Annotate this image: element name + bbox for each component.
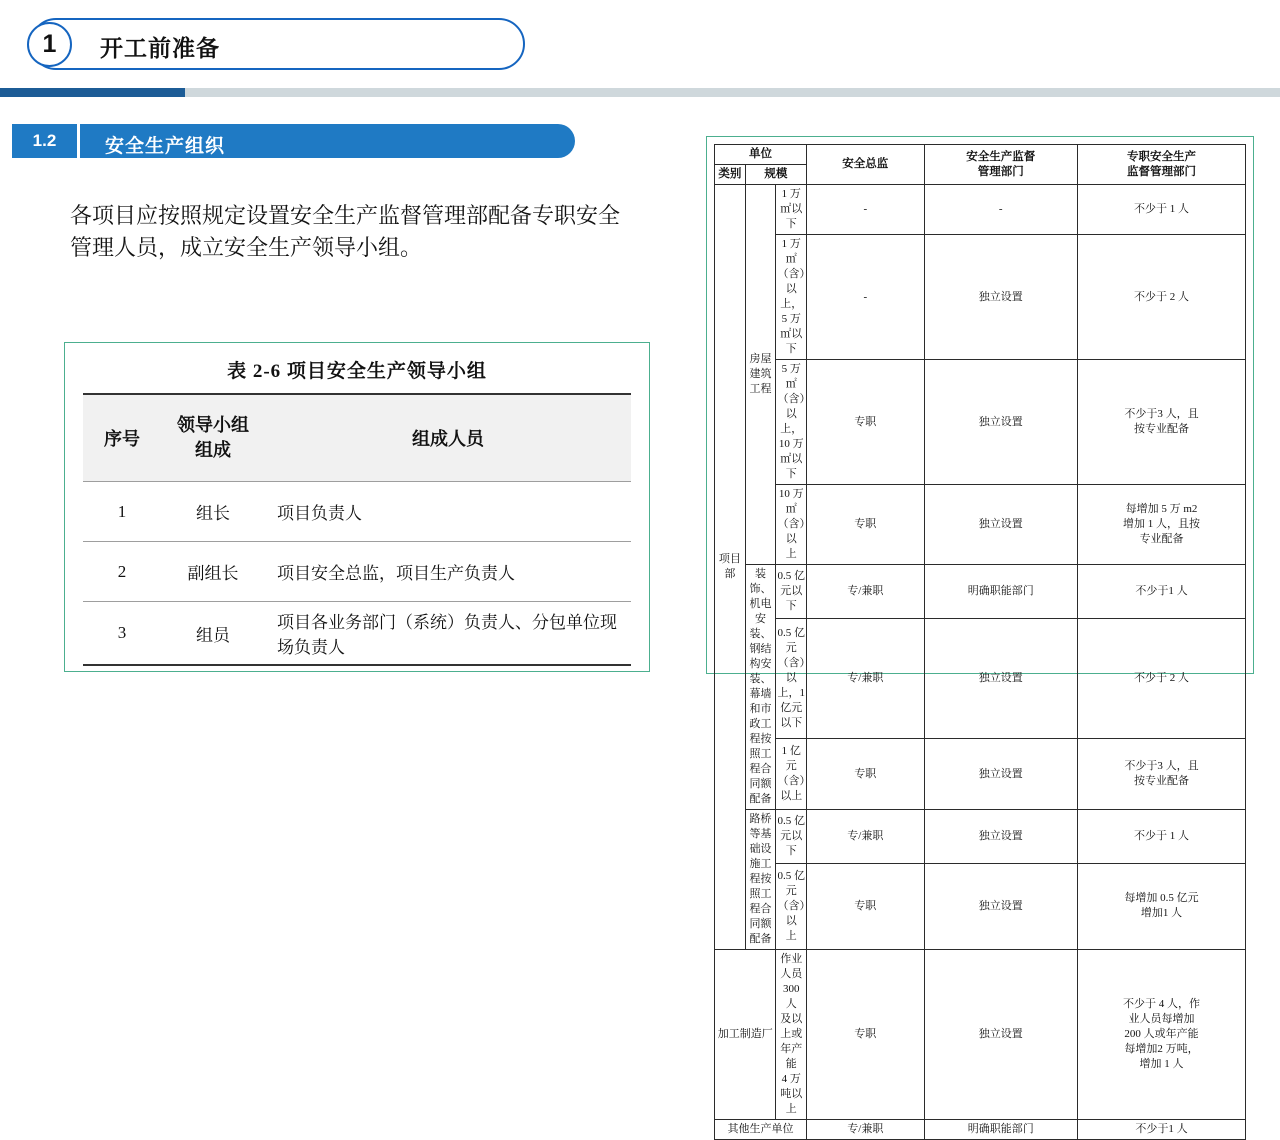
left-table-caption: 表 2-6 项目安全生产领导小组 — [227, 361, 487, 382]
column-header-full — [1078, 145, 1246, 185]
cell-chief: 专/兼职 — [807, 810, 924, 864]
column-header-unit: 单位 — [715, 145, 807, 165]
column-header-category: 类别 — [715, 165, 746, 185]
cell-dept: 独立设置 — [924, 235, 1078, 360]
cell-scale — [776, 950, 807, 1120]
column-header-seq: 序号 — [83, 394, 161, 482]
cell-full: 不少于1 人 — [1078, 1120, 1246, 1140]
cell-scale-line2: 上，1 亿元以下 — [777, 687, 805, 730]
table-row — [715, 1120, 1246, 1140]
column-header-chief: 安全总监 — [807, 145, 924, 185]
column-header-members: 组成人员 — [265, 394, 631, 482]
staffing-standard-table-container — [706, 136, 1254, 1135]
staffing-standard-table — [714, 144, 1246, 1140]
table-row — [715, 485, 1246, 565]
table-row — [83, 482, 631, 542]
cell-full-line5: 增加 1 人 — [1139, 1058, 1184, 1070]
cell-full: 不少于 1 人 — [1078, 185, 1246, 235]
cell-scale: 0.5 亿元以下 — [776, 810, 807, 864]
cell-scale-line1: 0.5 亿元（含）以 — [777, 627, 805, 685]
cell-full: 不少于 1 人 — [1078, 810, 1246, 864]
cell-scale-line1: 5 万㎡（含）以上， — [777, 363, 805, 435]
cell-subcategory-building — [745, 185, 776, 565]
column-header-dept — [924, 145, 1078, 185]
column-header-dept-line1: 安全生产监督 — [966, 150, 1036, 163]
table-row — [715, 185, 1246, 235]
cell-seq: 1 — [83, 482, 161, 542]
cell-scale-line1: 1 万㎡（含）以上， — [777, 238, 805, 310]
leadership-group-table — [83, 393, 631, 666]
cell-scale-line2: 上 — [785, 929, 797, 942]
cell-dept: 明确职能部门 — [924, 1120, 1078, 1140]
cell-scale — [776, 863, 807, 949]
cell-chief: - — [807, 185, 924, 235]
table-row — [715, 235, 1246, 360]
column-header-full-line2: 监督管理部门 — [1127, 165, 1196, 178]
section-title: 安全生产组织 — [105, 136, 226, 157]
cell-full-line1: 每增加 0.5 亿元 — [1124, 892, 1199, 905]
cell-full — [1078, 485, 1246, 565]
cell-chief: 专职 — [807, 950, 924, 1120]
cell-full — [1078, 739, 1246, 810]
table-header-row-1 — [715, 145, 1246, 165]
cell-scale-line2: 及以上或年产能 — [780, 1013, 803, 1070]
cell-scale — [776, 619, 807, 739]
cell-full-line4: 每增加2 万吨， — [1124, 1043, 1199, 1055]
cell-scale-line2: 上 — [785, 548, 797, 560]
header-divider-accent — [0, 88, 185, 97]
cell-full-line2: 增加 1 人，且按 — [1123, 518, 1200, 530]
leadership-group-table-container — [64, 342, 650, 672]
cell-dept: 独立设置 — [924, 485, 1078, 565]
table-row — [715, 863, 1246, 949]
cell-scale: 0.5 亿元以下 — [776, 565, 807, 619]
cell-chief: - — [807, 235, 924, 360]
cell-full-line2: 按专业配备 — [1134, 775, 1189, 788]
cell-full: 不少于1 人 — [1078, 565, 1246, 619]
cell-chief: 专职 — [807, 739, 924, 810]
cell-scale — [776, 360, 807, 485]
cell-chief: 专职 — [807, 863, 924, 949]
cell-dept: - — [924, 185, 1078, 235]
cell-subcategory-building-line2: 工程 — [749, 383, 772, 395]
column-header-full-line1: 专职安全生产 — [1127, 150, 1196, 163]
cell-scale-line3: 4 万吨以上 — [780, 1073, 803, 1115]
cell-dept: 独立设置 — [924, 360, 1078, 485]
table-row — [715, 810, 1246, 864]
table-row — [715, 739, 1246, 810]
cell-scale: 1 万㎡以下 — [776, 185, 807, 235]
cell-full-line1: 不少于 4 人，作 — [1123, 998, 1200, 1010]
cell-members: 项目负责人 — [265, 482, 631, 542]
cell-chief: 专职 — [807, 360, 924, 485]
cell-full-line1: 不少于3 人，且 — [1124, 408, 1199, 420]
cell-full-line2: 业人员每增加 — [1128, 1013, 1195, 1025]
cell-full — [1078, 863, 1246, 949]
cell-subcategory-decoration: 装饰、机电安装、钢结构安装、幕墙和市政工程按照工程合同额配备 — [745, 565, 776, 810]
cell-full-line2: 按专业配备 — [1134, 423, 1189, 435]
page-title: 开工前准备 — [100, 35, 220, 61]
cell-scale: 1 亿元（含）以上 — [776, 739, 807, 810]
cell-scale-line2: 5 万㎡以下 — [780, 313, 803, 355]
cell-scale-line1: 10 万㎡（含）以 — [777, 488, 805, 545]
table-row — [715, 360, 1246, 485]
cell-category-project: 项目部 — [715, 185, 746, 950]
table-row — [715, 619, 1246, 739]
cell-chief: 专职 — [807, 485, 924, 565]
section-number: 1.2 — [12, 124, 77, 158]
cell-full: 不少于 2 人 — [1078, 619, 1246, 739]
cell-full-line3: 200 人或年产能 — [1124, 1028, 1199, 1040]
cell-chief: 专/兼职 — [807, 1120, 924, 1140]
cell-full-line2: 增加1 人 — [1140, 907, 1183, 920]
cell-dept: 独立设置 — [924, 863, 1078, 949]
table-row — [715, 565, 1246, 619]
cell-subcategory-building-line1: 房屋建筑 — [749, 353, 772, 380]
table-row — [715, 950, 1246, 1120]
cell-full-line1: 不少于3 人，且 — [1124, 760, 1199, 773]
column-header-role-line2: 组成 — [195, 440, 231, 460]
cell-role: 副组长 — [161, 542, 265, 602]
cell-full-line1: 每增加 5 万 m2 — [1125, 503, 1198, 515]
table-header-row — [83, 394, 631, 482]
cell-full-line3: 专业配备 — [1139, 533, 1184, 545]
header-divider — [0, 88, 1280, 97]
intro-paragraph: 各项目应按照规定设置安全生产监督管理部配备专职安全管理人员，成立安全生产领导小组。 — [70, 203, 621, 260]
cell-dept: 独立设置 — [924, 810, 1078, 864]
cell-scale-line1: 作业人员 300 人 — [780, 953, 803, 1010]
cell-scale — [776, 235, 807, 360]
cell-members: 项目安全总监，项目生产负责人 — [265, 542, 631, 602]
table-row — [83, 602, 631, 666]
column-header-role — [161, 394, 265, 482]
cell-full — [1078, 950, 1246, 1120]
cell-members: 项目各业务部门（系统）负责人、分包单位现场负责人 — [265, 602, 631, 666]
cell-full: 不少于 2 人 — [1078, 235, 1246, 360]
cell-dept: 独立设置 — [924, 950, 1078, 1120]
cell-category-factory: 加工制造厂 — [715, 950, 776, 1120]
cell-full — [1078, 360, 1246, 485]
cell-category-other: 其他生产单位 — [715, 1120, 807, 1140]
cell-subcategory-infrastructure: 路桥等基础设施工程按照工程合同额配备 — [745, 810, 776, 950]
table-row — [83, 542, 631, 602]
cell-chief: 专/兼职 — [807, 619, 924, 739]
header-step-number: 1 — [27, 22, 72, 67]
column-header-dept-line2: 管理部门 — [977, 165, 1024, 178]
column-header-scale: 规模 — [745, 165, 806, 185]
cell-role: 组长 — [161, 482, 265, 542]
column-header-role-line1: 领导小组 — [177, 415, 249, 435]
cell-seq: 3 — [83, 602, 161, 666]
cell-seq: 2 — [83, 542, 161, 602]
cell-scale-line2: 10 万㎡以下 — [778, 438, 804, 480]
cell-dept: 独立设置 — [924, 619, 1078, 739]
cell-scale — [776, 485, 807, 565]
cell-chief: 专/兼职 — [807, 565, 924, 619]
cell-dept: 明确职能部门 — [924, 565, 1078, 619]
cell-scale-line1: 0.5 亿元（含）以 — [777, 869, 805, 927]
cell-role: 组员 — [161, 602, 265, 666]
cell-dept: 独立设置 — [924, 739, 1078, 810]
